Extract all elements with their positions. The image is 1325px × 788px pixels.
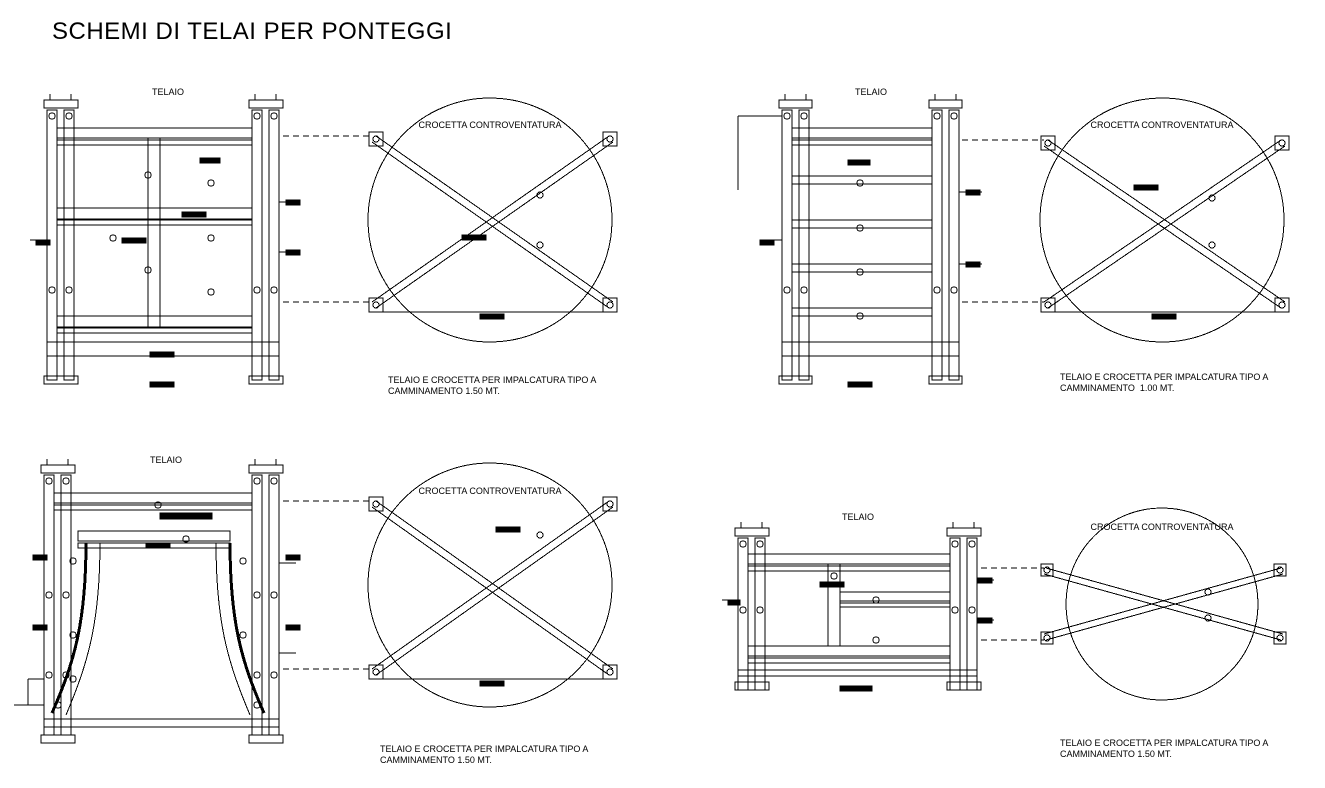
caption-bottom-right-line1: TELAIO E CROCETTA PER IMPALCATURA TIPO A	[1060, 738, 1269, 748]
panel-bottom-left	[0, 443, 640, 783]
caption-top-right-line2: CAMMINAMENTO 1.00 MT.	[1060, 383, 1175, 393]
panel-top-right	[700, 80, 1325, 410]
page-title: SCHEMI DI TELAI PER PONTEGGI	[52, 18, 453, 45]
frame-label-bottom-left: TELAIO	[149, 455, 183, 465]
panel-bottom-right	[700, 500, 1325, 780]
caption-top-right-line1: TELAIO E CROCETTA PER IMPALCATURA TIPO A	[1060, 372, 1269, 382]
frame-label-top-left: TELAIO	[151, 87, 185, 97]
caption-top-left-line2: CAMMINAMENTO 1.50 MT.	[388, 386, 500, 396]
frame-label-bottom-right: TELAIO	[841, 512, 875, 522]
caption-top-left-line1: TELAIO E CROCETTA PER IMPALCATURA TIPO A	[388, 375, 597, 385]
panel-top-left	[0, 80, 640, 410]
frame-label-top-right: TELAIO	[854, 87, 888, 97]
cross-label-bottom-right: CROCETTA CONTROVENTATURA	[1090, 522, 1234, 532]
caption-bottom-right-line2: CAMMINAMENTO 1.50 MT.	[1060, 749, 1172, 759]
cross-label-bottom-left: CROCETTA CONTROVENTATURA	[418, 486, 562, 496]
caption-bottom-left-line1: TELAIO E CROCETTA PER IMPALCATURA TIPO A	[380, 744, 589, 754]
cross-label-top-left: CROCETTA CONTROVENTATURA	[418, 120, 562, 130]
cross-label-top-right: CROCETTA CONTROVENTATURA	[1090, 120, 1234, 130]
caption-bottom-left-line2: CAMMINAMENTO 1.50 MT.	[380, 755, 492, 765]
